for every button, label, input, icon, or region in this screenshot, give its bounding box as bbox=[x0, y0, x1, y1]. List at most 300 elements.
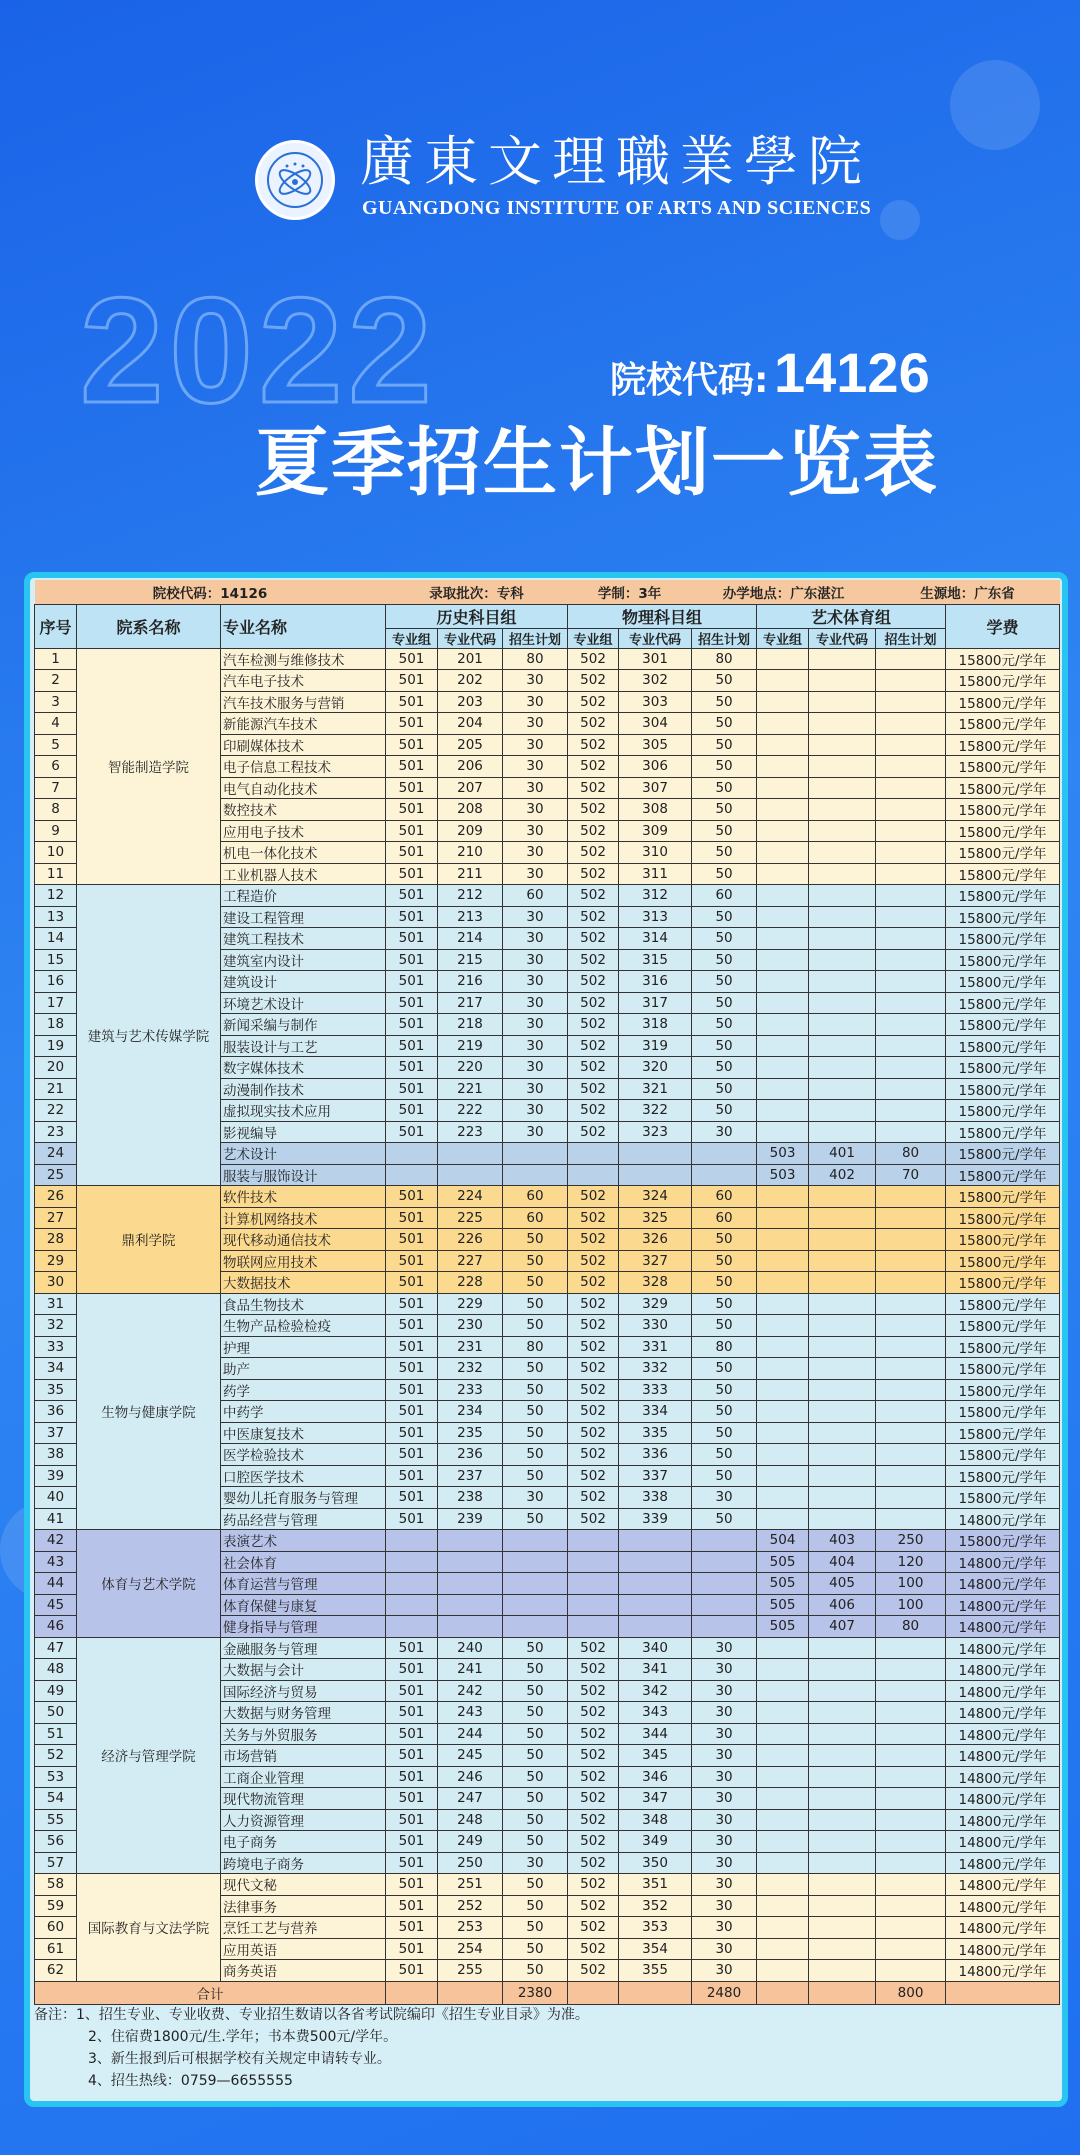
cell-physics-code: 338 bbox=[619, 1487, 692, 1509]
cell-physics-code: 319 bbox=[619, 1035, 692, 1057]
cell-physics-group: 502 bbox=[568, 1057, 619, 1079]
cell-art-code bbox=[809, 1874, 876, 1896]
cell-seq: 24 bbox=[35, 1143, 77, 1165]
cell-art-plan bbox=[876, 842, 946, 864]
cell-physics-group: 502 bbox=[568, 1014, 619, 1036]
cell-physics-code bbox=[619, 1164, 692, 1186]
cell-history-code: 202 bbox=[438, 670, 503, 692]
cell-art-group bbox=[757, 928, 809, 950]
cell-physics-code: 301 bbox=[619, 648, 692, 670]
cell-art-group bbox=[757, 1035, 809, 1057]
cell-history-plan: 60 bbox=[503, 885, 568, 907]
cell-physics-code: 316 bbox=[619, 971, 692, 993]
cell-art-plan bbox=[876, 885, 946, 907]
cell-physics-group bbox=[568, 1143, 619, 1165]
cell-history-group: 501 bbox=[386, 734, 438, 756]
cell-physics-group: 502 bbox=[568, 842, 619, 864]
col-plan: 招生计划 bbox=[503, 628, 568, 648]
dept-cell: 建筑与艺术传媒学院 bbox=[77, 885, 221, 1186]
cell-history-plan: 30 bbox=[503, 1057, 568, 1079]
cell-physics-code: 320 bbox=[619, 1057, 692, 1079]
cell-art-code bbox=[809, 885, 876, 907]
cell-fee: 15800元/学年 bbox=[946, 1401, 1060, 1423]
cell-art-group bbox=[757, 1465, 809, 1487]
cell-physics-code: 306 bbox=[619, 756, 692, 778]
cell-history-code: 214 bbox=[438, 928, 503, 950]
cell-art-plan bbox=[876, 1508, 946, 1530]
cell-fee: 15800元/学年 bbox=[946, 1530, 1060, 1552]
cell-art-code bbox=[809, 949, 876, 971]
cell-history-group: 501 bbox=[386, 670, 438, 692]
cell-history-code: 240 bbox=[438, 1637, 503, 1659]
cell-fee: 15800元/学年 bbox=[946, 1186, 1060, 1208]
cell-fee: 15800元/学年 bbox=[946, 1207, 1060, 1229]
cell-art-code bbox=[809, 820, 876, 842]
cell-physics-group: 502 bbox=[568, 1422, 619, 1444]
cell-art-plan bbox=[876, 1078, 946, 1100]
cell-fee: 15800元/学年 bbox=[946, 1250, 1060, 1272]
cell-seq: 35 bbox=[35, 1379, 77, 1401]
cell-physics-code: 352 bbox=[619, 1895, 692, 1917]
cell-physics-plan: 50 bbox=[692, 1293, 757, 1315]
cell-physics-plan: 50 bbox=[692, 734, 757, 756]
cell-history-group: 501 bbox=[386, 713, 438, 735]
cell-art-code: 403 bbox=[809, 1530, 876, 1552]
cell-major: 汽车检测与维修技术 bbox=[221, 648, 386, 670]
cell-art-group bbox=[757, 1938, 809, 1960]
cell-physics-group: 502 bbox=[568, 1508, 619, 1530]
cell-history-group: 501 bbox=[386, 1057, 438, 1079]
cell-art-plan: 100 bbox=[876, 1573, 946, 1595]
cell-history-group: 501 bbox=[386, 1917, 438, 1939]
col-group: 专业组 bbox=[568, 628, 619, 648]
cell-history-group: 501 bbox=[386, 1014, 438, 1036]
cell-art-code: 404 bbox=[809, 1551, 876, 1573]
cell-art-plan bbox=[876, 1100, 946, 1122]
cell-physics-code: 326 bbox=[619, 1229, 692, 1251]
cell-art-group bbox=[757, 1121, 809, 1143]
cell-art-code bbox=[809, 756, 876, 778]
cell-history-group: 501 bbox=[386, 648, 438, 670]
cell-physics-plan: 50 bbox=[692, 1272, 757, 1294]
cell-major: 艺术设计 bbox=[221, 1143, 386, 1165]
cell-physics-code: 318 bbox=[619, 1014, 692, 1036]
cell-physics-plan: 50 bbox=[692, 1315, 757, 1337]
cell-history-group: 501 bbox=[386, 1272, 438, 1294]
cell-art-plan bbox=[876, 820, 946, 842]
cell-fee: 15800元/学年 bbox=[946, 799, 1060, 821]
col-plan: 招生计划 bbox=[876, 628, 946, 648]
cell-major: 环境艺术设计 bbox=[221, 992, 386, 1014]
cell-art-group bbox=[757, 1960, 809, 1982]
cell-seq: 30 bbox=[35, 1272, 77, 1294]
cell-major: 婴幼儿托育服务与管理 bbox=[221, 1487, 386, 1509]
cell-fee: 14800元/学年 bbox=[946, 1960, 1060, 1982]
cell-art-plan bbox=[876, 756, 946, 778]
cell-history-code: 251 bbox=[438, 1874, 503, 1896]
cell-art-group bbox=[757, 1358, 809, 1380]
cell-physics-plan: 30 bbox=[692, 1659, 757, 1681]
cell-history-group: 501 bbox=[386, 1766, 438, 1788]
cell-major: 建筑工程技术 bbox=[221, 928, 386, 950]
cell-history-code: 201 bbox=[438, 648, 503, 670]
cell-art-code bbox=[809, 1358, 876, 1380]
cell-art-group bbox=[757, 1272, 809, 1294]
cell-physics-code: 347 bbox=[619, 1788, 692, 1810]
col-art: 艺术体育组 bbox=[757, 604, 946, 628]
dept-cell: 国际教育与文法学院 bbox=[77, 1874, 221, 1982]
cell-physics-group: 502 bbox=[568, 648, 619, 670]
cell-history-plan: 50 bbox=[503, 1293, 568, 1315]
cell-physics-plan: 30 bbox=[692, 1637, 757, 1659]
cell-major: 软件技术 bbox=[221, 1186, 386, 1208]
cell-physics-plan: 30 bbox=[692, 1745, 757, 1767]
year-outline: 2022 bbox=[80, 266, 438, 434]
cell-history-code: 217 bbox=[438, 992, 503, 1014]
cell-physics-plan: 50 bbox=[692, 756, 757, 778]
cell-physics-plan bbox=[692, 1594, 757, 1616]
cell-major: 机电一体化技术 bbox=[221, 842, 386, 864]
cell-art-code bbox=[809, 713, 876, 735]
cell-fee: 15800元/学年 bbox=[946, 1121, 1060, 1143]
cell-art-plan bbox=[876, 1250, 946, 1272]
cell-history-group: 501 bbox=[386, 1852, 438, 1874]
cell-physics-group: 502 bbox=[568, 928, 619, 950]
cell-fee: 14800元/学年 bbox=[946, 1551, 1060, 1573]
cell-art-code bbox=[809, 648, 876, 670]
cell-physics-plan: 50 bbox=[692, 799, 757, 821]
cell-physics-code: 304 bbox=[619, 713, 692, 735]
cell-physics-plan bbox=[692, 1573, 757, 1595]
cell-fee: 15800元/学年 bbox=[946, 1315, 1060, 1337]
cell-history-code: 219 bbox=[438, 1035, 503, 1057]
cell-physics-group: 502 bbox=[568, 1229, 619, 1251]
cell-physics-plan: 50 bbox=[692, 1078, 757, 1100]
cell-art-group bbox=[757, 1078, 809, 1100]
cell-physics-code: 324 bbox=[619, 1186, 692, 1208]
cell-major: 新闻采编与制作 bbox=[221, 1014, 386, 1036]
cell-history-plan: 30 bbox=[503, 756, 568, 778]
cell-art-group bbox=[757, 1401, 809, 1423]
cell-art-plan bbox=[876, 1272, 946, 1294]
cell-history-code: 234 bbox=[438, 1401, 503, 1423]
cell-art-group bbox=[757, 1809, 809, 1831]
cell-history-code bbox=[438, 1573, 503, 1595]
cell-art-plan bbox=[876, 992, 946, 1014]
cell-history-group bbox=[386, 1616, 438, 1638]
cell-history-plan: 60 bbox=[503, 1186, 568, 1208]
cell-art-code bbox=[809, 971, 876, 993]
cell-major: 计算机网络技术 bbox=[221, 1207, 386, 1229]
cell-history-plan: 30 bbox=[503, 1487, 568, 1509]
cell-fee: 14800元/学年 bbox=[946, 1895, 1060, 1917]
cell-art-code bbox=[809, 1229, 876, 1251]
cell-history-plan: 50 bbox=[503, 1960, 568, 1982]
cell-fee: 15800元/学年 bbox=[946, 928, 1060, 950]
cell-physics-plan: 50 bbox=[692, 1422, 757, 1444]
cell-major: 现代文秘 bbox=[221, 1874, 386, 1896]
cell-history-group bbox=[386, 1573, 438, 1595]
cell-physics-code: 334 bbox=[619, 1401, 692, 1423]
cell-art-plan bbox=[876, 1809, 946, 1831]
cell-fee: 15800元/学年 bbox=[946, 777, 1060, 799]
cell-fee: 14800元/学年 bbox=[946, 1680, 1060, 1702]
cell-physics-code: 323 bbox=[619, 1121, 692, 1143]
cell-physics-plan: 30 bbox=[692, 1680, 757, 1702]
cell-history-code: 222 bbox=[438, 1100, 503, 1122]
cell-physics-group: 502 bbox=[568, 1487, 619, 1509]
cell-physics-plan bbox=[692, 1164, 757, 1186]
school-code bbox=[610, 340, 930, 420]
cell-art-group bbox=[757, 777, 809, 799]
cell-physics-code: 303 bbox=[619, 691, 692, 713]
cell-fee: 15800元/学年 bbox=[946, 1014, 1060, 1036]
cell-fee: 14800元/学年 bbox=[946, 1659, 1060, 1681]
cell-seq: 55 bbox=[35, 1809, 77, 1831]
cell-art-group bbox=[757, 1487, 809, 1509]
cell-fee: 15800元/学年 bbox=[946, 1293, 1060, 1315]
cell-seq: 52 bbox=[35, 1745, 77, 1767]
cell-art-code bbox=[809, 799, 876, 821]
cell-physics-code: 336 bbox=[619, 1444, 692, 1466]
notes bbox=[34, 2004, 1059, 2092]
cell-seq: 43 bbox=[35, 1551, 77, 1573]
cell-history-code: 221 bbox=[438, 1078, 503, 1100]
cell-physics-plan: 30 bbox=[692, 1852, 757, 1874]
cell-physics-code: 348 bbox=[619, 1809, 692, 1831]
cell-art-group bbox=[757, 1444, 809, 1466]
cell-history-plan: 50 bbox=[503, 1315, 568, 1337]
cell-history-plan bbox=[503, 1164, 568, 1186]
cell-major: 中医康复技术 bbox=[221, 1422, 386, 1444]
cell-major: 汽车技术服务与营销 bbox=[221, 691, 386, 713]
cell-physics-group: 502 bbox=[568, 949, 619, 971]
cell-major: 数控技术 bbox=[221, 799, 386, 821]
cell-history-code: 228 bbox=[438, 1272, 503, 1294]
cell-art-group: 505 bbox=[757, 1616, 809, 1638]
cell-major: 国际经济与贸易 bbox=[221, 1680, 386, 1702]
cell-art-code bbox=[809, 777, 876, 799]
cell-art-plan bbox=[876, 1358, 946, 1380]
cell-history-code: 212 bbox=[438, 885, 503, 907]
col-code: 专业代码 bbox=[619, 628, 692, 648]
cell-physics-plan: 50 bbox=[692, 691, 757, 713]
cell-art-plan bbox=[876, 949, 946, 971]
cell-physics-code bbox=[619, 1530, 692, 1552]
cell-seq: 21 bbox=[35, 1078, 77, 1100]
cell-art-code bbox=[809, 1315, 876, 1337]
cell-art-code bbox=[809, 1960, 876, 1982]
cell-history-group: 501 bbox=[386, 1078, 438, 1100]
cell-seq: 53 bbox=[35, 1766, 77, 1788]
cell-history-code: 254 bbox=[438, 1938, 503, 1960]
cell-physics-plan: 50 bbox=[692, 1444, 757, 1466]
col-seq: 序号 bbox=[35, 604, 77, 648]
cell-major: 市场营销 bbox=[221, 1745, 386, 1767]
cell-art-group bbox=[757, 1680, 809, 1702]
cell-major: 工业机器人技术 bbox=[221, 863, 386, 885]
cell-seq: 46 bbox=[35, 1616, 77, 1638]
cell-art-plan bbox=[876, 1895, 946, 1917]
cell-major: 大数据与会计 bbox=[221, 1659, 386, 1681]
cell-history-code: 207 bbox=[438, 777, 503, 799]
cell-major: 体育保健与康复 bbox=[221, 1594, 386, 1616]
cell-physics-code: 321 bbox=[619, 1078, 692, 1100]
cell-history-plan bbox=[503, 1573, 568, 1595]
cell-physics-group: 502 bbox=[568, 1207, 619, 1229]
cell-fee: 15800元/学年 bbox=[946, 1164, 1060, 1186]
cell-major: 食品生物技术 bbox=[221, 1293, 386, 1315]
cell-art-group bbox=[757, 1057, 809, 1079]
cell-seq: 47 bbox=[35, 1637, 77, 1659]
cell-major: 新能源汽车技术 bbox=[221, 713, 386, 735]
cell-art-group bbox=[757, 1702, 809, 1724]
cell-history-plan: 50 bbox=[503, 1659, 568, 1681]
cell-art-plan: 80 bbox=[876, 1143, 946, 1165]
cell-art-code bbox=[809, 1465, 876, 1487]
cell-physics-code: 354 bbox=[619, 1938, 692, 1960]
cell-history-group: 501 bbox=[386, 1293, 438, 1315]
cell-history-group: 501 bbox=[386, 1487, 438, 1509]
totals-art: 800 bbox=[876, 1981, 946, 2004]
cell-history-group: 501 bbox=[386, 1680, 438, 1702]
cell-physics-group: 502 bbox=[568, 1938, 619, 1960]
cell-art-code bbox=[809, 1659, 876, 1681]
cell-art-group bbox=[757, 1293, 809, 1315]
cell-physics-plan: 50 bbox=[692, 1508, 757, 1530]
cell-physics-group: 502 bbox=[568, 1272, 619, 1294]
cell-history-plan: 50 bbox=[503, 1917, 568, 1939]
cell-history-plan: 30 bbox=[503, 670, 568, 692]
dept-cell: 体育与艺术学院 bbox=[77, 1530, 221, 1638]
cell-art-group bbox=[757, 1852, 809, 1874]
cell-physics-group: 502 bbox=[568, 885, 619, 907]
cell-history-plan: 30 bbox=[503, 1078, 568, 1100]
cell-physics-code bbox=[619, 1551, 692, 1573]
cell-history-plan: 60 bbox=[503, 1207, 568, 1229]
cell-physics-group: 502 bbox=[568, 1444, 619, 1466]
cell-history-plan: 30 bbox=[503, 906, 568, 928]
cell-physics-group: 502 bbox=[568, 1186, 619, 1208]
cell-fee: 14800元/学年 bbox=[946, 1723, 1060, 1745]
cell-physics-code: 332 bbox=[619, 1358, 692, 1380]
cell-art-plan bbox=[876, 713, 946, 735]
cell-seq: 49 bbox=[35, 1680, 77, 1702]
cell-fee: 14800元/学年 bbox=[946, 1788, 1060, 1810]
cell-history-code: 216 bbox=[438, 971, 503, 993]
cell-art-group bbox=[757, 1723, 809, 1745]
cell-seq: 13 bbox=[35, 906, 77, 928]
cell-physics-code: 346 bbox=[619, 1766, 692, 1788]
cell-physics-plan: 50 bbox=[692, 1100, 757, 1122]
cell-history-plan: 50 bbox=[503, 1874, 568, 1896]
col-code: 专业代码 bbox=[438, 628, 503, 648]
cell-physics-code: 345 bbox=[619, 1745, 692, 1767]
col-group: 专业组 bbox=[386, 628, 438, 648]
cell-physics-code: 344 bbox=[619, 1723, 692, 1745]
cell-physics-group: 502 bbox=[568, 992, 619, 1014]
info-location: 办学地点：广东湛江 bbox=[692, 580, 876, 604]
cell-art-group bbox=[757, 1250, 809, 1272]
cell-art-plan bbox=[876, 1401, 946, 1423]
cell-history-plan bbox=[503, 1551, 568, 1573]
col-plan: 招生计划 bbox=[692, 628, 757, 648]
cell-seq: 28 bbox=[35, 1229, 77, 1251]
cell-history-group: 501 bbox=[386, 1315, 438, 1337]
cell-major: 数字媒体技术 bbox=[221, 1057, 386, 1079]
cell-art-code bbox=[809, 1809, 876, 1831]
cell-art-group: 504 bbox=[757, 1530, 809, 1552]
cell-physics-plan: 50 bbox=[692, 1401, 757, 1423]
cell-physics-group: 502 bbox=[568, 734, 619, 756]
cell-art-plan bbox=[876, 648, 946, 670]
cell-history-code: 243 bbox=[438, 1702, 503, 1724]
cell-seq: 50 bbox=[35, 1702, 77, 1724]
cell-art-plan bbox=[876, 1659, 946, 1681]
cell-art-code bbox=[809, 1057, 876, 1079]
cell-fee: 15800元/学年 bbox=[946, 734, 1060, 756]
cell-fee: 15800元/学年 bbox=[946, 1057, 1060, 1079]
school-name-en: GUANGDONG INSTITUTE OF ARTS AND SCIENCES bbox=[362, 197, 872, 219]
cell-seq: 18 bbox=[35, 1014, 77, 1036]
info-source: 生源地：广东省 bbox=[876, 580, 1060, 604]
cell-major: 跨境电子商务 bbox=[221, 1852, 386, 1874]
cell-art-code bbox=[809, 1078, 876, 1100]
cell-history-plan: 50 bbox=[503, 1508, 568, 1530]
cell-art-code bbox=[809, 1100, 876, 1122]
info-duration: 学制：3年 bbox=[568, 580, 692, 604]
cell-physics-group: 502 bbox=[568, 1315, 619, 1337]
cell-seq: 20 bbox=[35, 1057, 77, 1079]
cell-physics-plan: 50 bbox=[692, 670, 757, 692]
cell-art-group bbox=[757, 1917, 809, 1939]
cell-major: 健身指导与管理 bbox=[221, 1616, 386, 1638]
cell-history-code: 204 bbox=[438, 713, 503, 735]
cell-physics-plan: 50 bbox=[692, 842, 757, 864]
cell-history-plan: 80 bbox=[503, 1336, 568, 1358]
cell-seq: 15 bbox=[35, 949, 77, 971]
note-3: 3、新生报到后可根据学校有关规定申请转专业。 bbox=[88, 2051, 391, 2067]
cell-history-code: 209 bbox=[438, 820, 503, 842]
cell-history-plan: 50 bbox=[503, 1465, 568, 1487]
cell-history-plan: 30 bbox=[503, 971, 568, 993]
cell-art-code: 402 bbox=[809, 1164, 876, 1186]
cell-major: 人力资源管理 bbox=[221, 1809, 386, 1831]
cell-seq: 17 bbox=[35, 992, 77, 1014]
cell-seq: 40 bbox=[35, 1487, 77, 1509]
cell-physics-plan: 50 bbox=[692, 1465, 757, 1487]
cell-art-plan bbox=[876, 971, 946, 993]
cell-art-plan bbox=[876, 1960, 946, 1982]
cell-physics-code: 331 bbox=[619, 1336, 692, 1358]
cell-history-code: 241 bbox=[438, 1659, 503, 1681]
cell-major: 建筑设计 bbox=[221, 971, 386, 993]
cell-art-group: 503 bbox=[757, 1164, 809, 1186]
table-row bbox=[35, 1637, 1060, 1659]
cell-art-group bbox=[757, 1874, 809, 1896]
cell-physics-code: 307 bbox=[619, 777, 692, 799]
cell-history-group: 501 bbox=[386, 971, 438, 993]
cell-physics-group: 502 bbox=[568, 799, 619, 821]
cell-fee: 15800元/学年 bbox=[946, 1422, 1060, 1444]
cell-art-plan bbox=[876, 734, 946, 756]
cell-history-group: 501 bbox=[386, 928, 438, 950]
cell-fee: 15800元/学年 bbox=[946, 1035, 1060, 1057]
cell-history-group: 501 bbox=[386, 842, 438, 864]
table-row bbox=[35, 1530, 1060, 1552]
cell-art-plan bbox=[876, 691, 946, 713]
cell-physics-group bbox=[568, 1164, 619, 1186]
